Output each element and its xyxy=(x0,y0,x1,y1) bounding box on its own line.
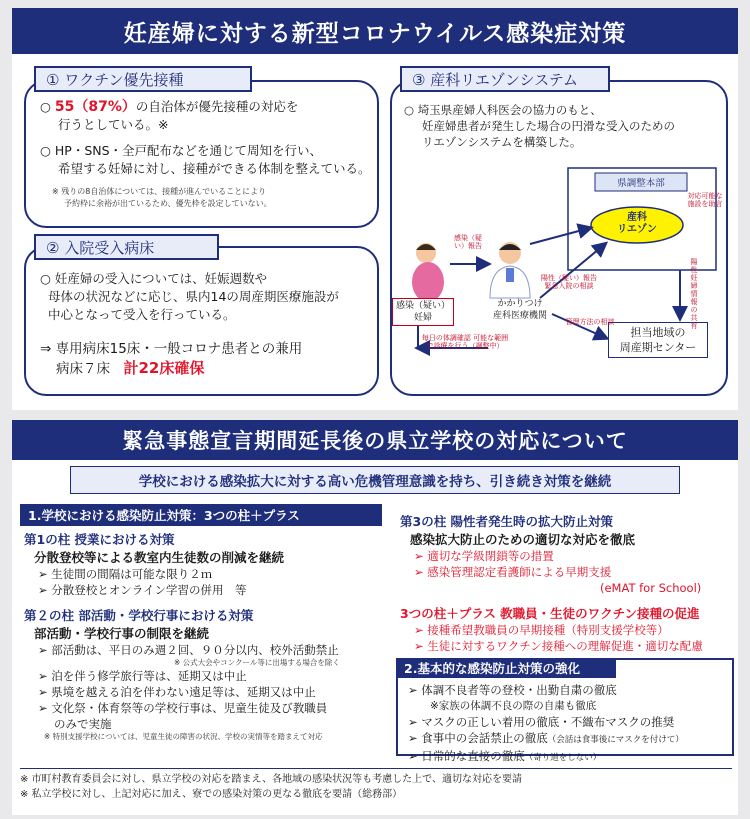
liaison-item-text: 埼玉県産婦人科医会の協力のもと、 xyxy=(417,103,602,117)
pillar-3: 第3の柱 陽性者発生時の拡大防止対策 感染拡大防止のための適切な対応を徹底 ➢ 適切な学級閉鎖等の措置 ➢ 感染管理認定看護師による早期支援 (eMAT for School) xyxy=(400,512,735,596)
slide-maternal-covid xyxy=(12,8,738,410)
clinic-label xyxy=(484,298,556,326)
hospital-tag: ② 入院受入病床 xyxy=(34,234,219,260)
pillar-1-title: 第1の柱 授業における対策 xyxy=(24,532,175,547)
pillar-1: 第1の柱 授業における対策 分散登校等による教室内生徒数の削減を継続 ➢ 生徒間の間隔は可能な限り２ｍ ➢ 分散登校とオンライン学習の併用 等 xyxy=(24,530,380,598)
headquarters-label: 県調整本部 xyxy=(617,178,665,189)
hospital-total-beds: 計22床確保 xyxy=(123,359,205,377)
hospital-result xyxy=(40,340,375,379)
pillar-2-item-1: 部活動は、平日のみ週２回、９０分以内、校外活動禁止 xyxy=(51,643,339,657)
perinatal-center-label-2: 周産期センター xyxy=(619,341,697,354)
label-report: 感染（疑い）報告 xyxy=(454,234,482,250)
vaccine-item-1-text: の自治体が優先接種の対応を xyxy=(135,99,299,114)
pillar-1-item-1: 生徒間の間隔は可能な限り２ｍ xyxy=(51,567,213,581)
infected-pregnant-label-2: 妊婦 xyxy=(413,313,432,323)
liaison-label xyxy=(595,212,679,236)
vaccine-item-1: ○ 55（87%）の自治体が優先接種の対応を 行うとしている。※ xyxy=(40,98,375,134)
slide-school-measures xyxy=(12,420,738,815)
label-consultation: 管理方法の相談 xyxy=(565,318,615,326)
pillar-2-item-4-cont: のみで実施 xyxy=(54,717,112,731)
vaccine-item-2: ○ HP・SNS・全戸配布などを通じて周知を行い、 希望する妊婦に対し、接種ができる体制を整えている。 xyxy=(40,142,380,178)
vaccine-item-1-cont: 行うとしている。※ xyxy=(58,117,169,132)
pillar-plus-item-2: 生徒に対するワクチン接種への理解促進・適切な配慮 xyxy=(427,639,703,653)
hospital-item: ○ 妊産婦の受入については、妊娠週数や 母体の状況などに応じ、県内14の周産期医療施設が 中心となって受入を行っている。 xyxy=(40,270,375,324)
slide-subtitle: 学校における感染拡大に対する高い危機管理意識を持ち、引き続き対策を継続 xyxy=(70,466,680,494)
liaison-diagram-labels xyxy=(390,158,728,396)
hospital-item-cont-1: 母体の状況などに応じ、県内14の周産期医療施設が xyxy=(48,289,339,304)
infected-pregnant-label-1: 感染（疑い） xyxy=(395,301,450,311)
vaccine-item-2-text: HP・SNS・全戸配布などを通じて周知を行い、 xyxy=(54,143,323,158)
vaccine-tag: ① ワクチン優先接種 xyxy=(34,66,252,92)
label-daily-check: 毎日の体調確認 可能な範囲で診療を行う（調整中） xyxy=(421,334,509,350)
pillar-3-item-2: 感染管理認定看護師による早期支援 xyxy=(427,565,612,579)
slide-title: 緊急事態宣言期間延長後の県立学校の対応について xyxy=(12,420,738,460)
pillar-2-subtitle: 部活動・学校行事の制限を継続 xyxy=(34,626,210,641)
pillar-plus: 3つの柱＋プラス 教職員・生徒のワクチン接種の促進 ➢ 接種希望教職員の早期接種（特別支援学校等） ➢ 生徒に対するワクチン接種への理解促進・適切な配慮 xyxy=(400,604,738,654)
liaison-label-2: リエゾン xyxy=(617,224,657,235)
section-2-header: 2.基本的な感染防止対策の強化 xyxy=(396,658,616,678)
liaison-item: ○ 埼玉県産婦人科医会の協力のもと、 妊産婦患者が発生した場合の円滑な受入のための リエゾンシステムを構築した。 xyxy=(404,102,724,150)
basic-item-3-note: （会話は食事後にマスクを付けて） xyxy=(547,735,684,745)
section-1-header: 1.学校における感染防止対策：3つの柱＋プラス xyxy=(20,504,382,526)
basic-item-4-note: （寄り道をしない） xyxy=(524,753,602,763)
liaison-tag: ③ 産科リエゾンシステム xyxy=(400,66,610,92)
footnote-1: ※ 市町村教育委員会に対し、県立学校の対応を踏まえ、各地域の感染状況等も考慮した上で、適切な対応を要請 xyxy=(20,774,522,785)
vaccine-note-2: 予約枠に余裕が出ているため、優先枠を設定していない。 xyxy=(64,199,272,208)
vaccine-note xyxy=(52,186,372,210)
label-info-share: 陽性妊婦情報の共有 xyxy=(690,258,698,330)
pillar-2-title: 第２の柱 部活動・学校行事における対策 xyxy=(24,608,254,623)
pillar-plus-title: 3つの柱＋プラス 教職員・生徒のワクチン接種の促進 xyxy=(400,606,700,621)
basic-item-1: 体調不良者等の登校・出勤自粛の徹底 xyxy=(421,683,617,697)
clinic-label-1: かかりつけ xyxy=(497,299,543,309)
pillar-2: 第２の柱 部活動・学校行事における対策 部活動・学校行事の制限を継続 ➢ 部活動は、平日のみ週２回、９０分以内、校外活動禁止 ※ 公式大会やコンクール等に出場する場合を除く ➢ 泊を伴う修学旅行等は、延期又は中止 ➢ 県境を越える泊を伴わない遠足等は、延期又は中止 ➢ 文化祭・体育祭等の学校行事は、児童生徒及び教職員 のみで実施 ※ 特別支援学校については、児童生徒の障害の状況、学校の実情等を踏まえて対応 xyxy=(24,606,384,742)
liaison-label-1: 産科 xyxy=(627,212,647,223)
hospital-item-text: 妊産婦の受入については、妊娠週数や xyxy=(54,271,268,286)
footnotes xyxy=(20,768,732,802)
vaccine-count: 55（87%） xyxy=(54,99,136,115)
basic-item-4: 日常的な直接の徹底 xyxy=(421,749,525,763)
label-positive-report: 陽性（疑い）報告 緊急入院の相談 xyxy=(541,274,597,290)
hospital-item-cont-2: 中心となって受入を行っている。 xyxy=(48,307,236,322)
pillar-1-subtitle: 分散登校等による教室内生徒数の削減を継続 xyxy=(34,550,285,565)
pillar-2-item-4: 文化祭・体育祭等の学校行事は、児童生徒及び教職員 xyxy=(51,701,328,715)
pillar-3-title: 第3の柱 陽性者発生時の拡大防止対策 xyxy=(400,514,614,529)
pillar-2-item-3: 県境を越える泊を伴わない遠足等は、延期又は中止 xyxy=(51,685,316,699)
label-advise: 対応可能な施設を助言 xyxy=(687,192,723,208)
infected-pregnant-box xyxy=(392,298,454,326)
pillar-2-item-2: 泊を伴う修学旅行等は、延期又は中止 xyxy=(51,669,247,683)
basic-item-1-note: ※家族の体調不良の際の自粛も徹底 xyxy=(430,700,597,712)
footnote-2: ※ 私立学校に対し、上記対応に加え、寮での感染対策の更なる徹底を要請（総務部） xyxy=(20,789,403,800)
pillar-plus-item-1: 接種希望教職員の早期接種（特別支援学校等） xyxy=(427,623,669,637)
pillar-3-emat: (eMAT for School) xyxy=(600,581,702,595)
pillar-1-item-2: 分散登校とオンライン学習の併用 等 xyxy=(51,583,247,597)
hospital-result-line-2: 病床７床 xyxy=(56,361,110,377)
liaison-item-cont-2: リエゾンシステムを構築した。 xyxy=(422,135,582,149)
perinatal-center-label-1: 担当地域の xyxy=(630,326,686,339)
vaccine-note-1: ※ 残りの8自治体については、接種が進んでいることにより xyxy=(52,187,267,196)
liaison-item-cont-1: 妊産婦患者が発生した場合の円滑な受入のための xyxy=(422,119,675,133)
pillar-2-item-1-note: ※ 公式大会やコンクール等に出場する場合を除く xyxy=(174,658,340,667)
hospital-result-line-1: ⇒ 専用病床15床・一般コロナ患者との兼用 xyxy=(40,341,303,357)
clinic-label-2: 産科医療機関 xyxy=(492,311,547,321)
basic-item-2: マスクの正しい着用の徹底・不織布マスクの推奨 xyxy=(421,715,675,729)
slide-title: 妊産婦に対する新型コロナウイルス感染症対策 xyxy=(12,8,738,54)
pillar-2-note: ※ 特別支援学校については、児童生徒の障害の状況、学校の実情等を踏まえて対応 xyxy=(44,732,323,741)
pillar-3-subtitle: 感染拡大防止のための適切な対応を徹底 xyxy=(410,532,636,547)
vaccine-item-2-cont: 希望する妊婦に対し、接種ができる体制を整えている。 xyxy=(58,161,371,176)
section-2-list: ➢ 体調不良者等の登校・出勤自粛の徹底 ※家族の体調不良の際の自粛も徹底 ➢ マスクの正しい着用の徹底・不織布マスクの推奨 ➢ 食事中の会話禁止の徹底（会話は食事後にマスクを付けて） ➢ 日常的な直接の徹底（寄り道をしない） xyxy=(404,682,730,766)
pillar-3-item-1: 適切な学級閉鎖等の措置 xyxy=(427,549,554,563)
basic-item-3: 食事中の会話禁止の徹底 xyxy=(421,731,548,745)
